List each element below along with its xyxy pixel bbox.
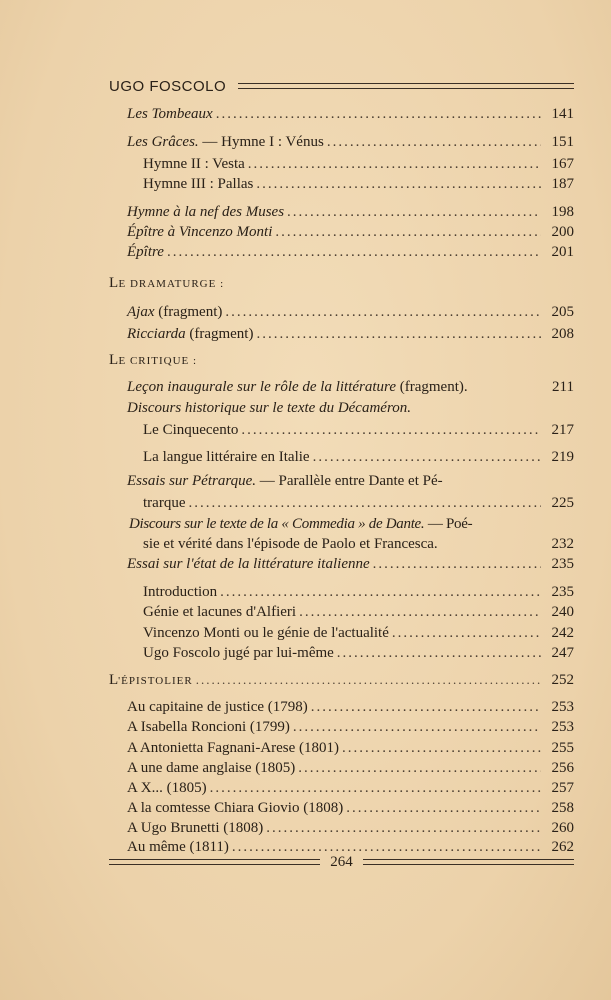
author-heading [109, 76, 574, 96]
double-rule [363, 859, 574, 865]
double-rule [238, 83, 574, 89]
toc-entry[interactable]: Au capitaine de justice (1798) ..... 253 [127, 697, 574, 717]
toc-entry[interactable]: Ricciarda (fragment) ..... 208 [127, 324, 574, 344]
toc-entry[interactable]: La langue littéraire en Italie ..... 219 [143, 447, 574, 467]
toc-entry[interactable]: Au même (1811) ..... 262 [127, 837, 574, 857]
page-ref: 211 [552, 379, 574, 395]
toc-entry-text[interactable]: Discours sur le texte de la « Commedia » de Dante. — Poé- [129, 516, 473, 532]
toc-entry[interactable]: Les Tombeaux ..... 141 [127, 104, 574, 124]
toc-entry[interactable]: Essai sur l'état de la littérature italienne ..... 235 [127, 554, 574, 574]
toc-entry[interactable]: Hymne à la nef des Muses ..... 198 [127, 202, 574, 222]
toc-entry-text[interactable]: Essais sur Pétrarque. — Parallèle entre Dante et Pé- [127, 473, 443, 489]
page-footer [109, 852, 574, 872]
page-number: 264 [330, 853, 353, 870]
toc-entry[interactable]: Le Cinquecento ..... 217 [143, 420, 574, 440]
toc-entry[interactable]: A la comtesse Chiara Giovio (1808) ..... 258 [127, 798, 574, 818]
section-heading-critique: LE CRITIQUE : [109, 352, 198, 368]
toc-entry[interactable]: A X... (1805) ..... 257 [127, 778, 574, 798]
toc-entry-text[interactable]: Discours historique sur le texte du Décaméron. [127, 400, 411, 416]
toc-entry[interactable]: A Antonietta Fagnani-Arese (1801) ..... 255 [127, 738, 574, 758]
toc-entry[interactable]: A une dame anglaise (1805) ..... 256 [127, 758, 574, 778]
toc-entry-epistolier[interactable]: L'ÉPISTOLIER ..... 252 [109, 670, 574, 691]
section-heading-dramaturge: LE DRAMATURGE : [109, 275, 225, 291]
toc-entry[interactable]: Introduction ..... 235 [143, 582, 574, 602]
toc-entry[interactable]: A Ugo Brunetti (1808) ..... 260 [127, 818, 574, 838]
toc-entry[interactable]: Vincenzo Monti ou le génie de l'actualité ..... 242 [143, 623, 574, 643]
author-name: UGO FOSCOLO [109, 77, 227, 95]
page-ref: 232 [551, 536, 574, 552]
toc-entry[interactable]: Hymne II : Vesta ..... 167 [143, 154, 574, 174]
toc-entry[interactable]: trarque ..... 225 [143, 493, 574, 513]
toc-entry[interactable]: Ajax (fragment) ..... 205 [127, 302, 574, 322]
toc-entry-text[interactable]: sie et vérité dans l'épisode de Paolo et Francesca. [143, 536, 438, 552]
toc-entry[interactable]: Épître à Vincenzo Monti ..... 200 [127, 222, 574, 242]
toc-entry[interactable]: Les Grâces. — Hymne I : Vénus ..... 151 [127, 132, 574, 152]
double-rule [109, 859, 320, 865]
toc-entry-text[interactable]: Leçon inaugurale sur le rôle de la littérature (fragment). [127, 379, 468, 395]
toc-entry[interactable]: Épître ..... 201 [127, 242, 574, 262]
toc-entry[interactable]: Ugo Foscolo jugé par lui-même ..... 247 [143, 643, 574, 663]
toc-entry[interactable]: Hymne III : Pallas ..... 187 [143, 174, 574, 194]
toc-entry[interactable]: Génie et lacunes d'Alfieri ..... 240 [143, 602, 574, 622]
toc-entry[interactable]: A Isabella Roncioni (1799) ..... 253 [127, 717, 574, 737]
